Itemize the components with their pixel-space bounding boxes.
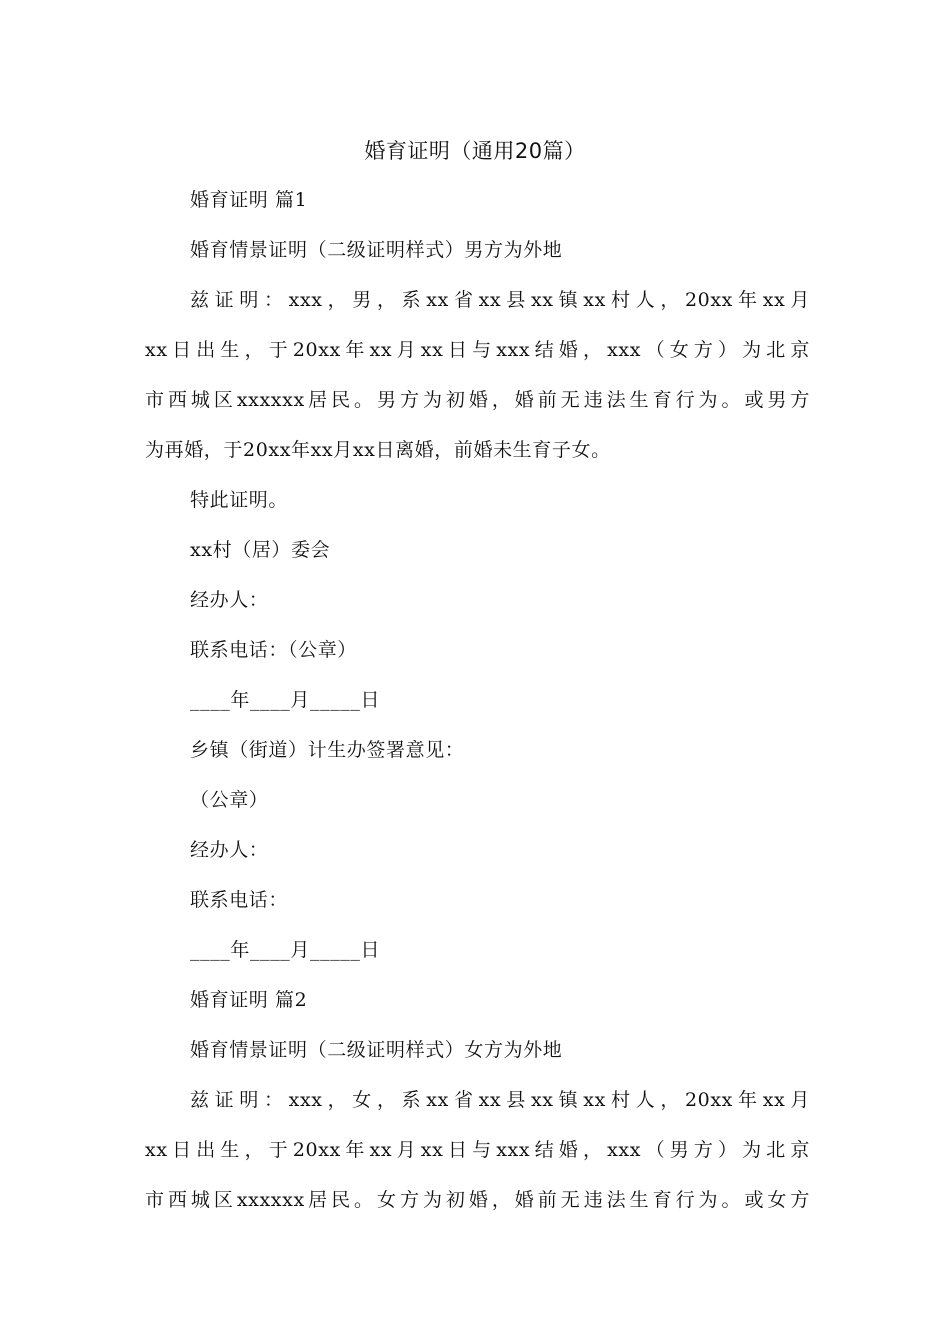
date-blank: ____年____月_____日 — [190, 939, 381, 961]
document-title: 婚育证明（通用20篇） — [364, 139, 586, 163]
paragraph-line: xx日出生，于20xx年xx月xx日与xxx结婚，xxx（男方）为北京 — [145, 1139, 810, 1161]
contact-phone: 联系电话： — [190, 889, 289, 911]
township-opinion: 乡镇（街道）计生办签署意见： — [190, 739, 465, 761]
seal-label: （公章） — [190, 789, 269, 811]
paragraph-line: 兹证明：xxx，男，系xx省xx县xx镇xx村人，20xx年xx月 — [190, 289, 810, 311]
contact-phone-seal: 联系电话：（公章） — [190, 639, 357, 661]
paragraph-line: 兹证明：xxx，女，系xx省xx县xx镇xx村人，20xx年xx月 — [190, 1089, 810, 1111]
certificate-subtitle-2: 婚育情景证明（二级证明样式）女方为外地 — [190, 1039, 563, 1061]
paragraph-line: xx日出生，于20xx年xx月xx日与xxx结婚，xxx（女方）为北京 — [145, 339, 810, 361]
section-heading-1: 婚育证明 篇1 — [190, 189, 308, 211]
certify-statement: 特此证明。 — [190, 489, 289, 511]
date-blank: ____年____月_____日 — [190, 689, 381, 711]
section-heading-2: 婚育证明 篇2 — [190, 989, 308, 1011]
village-committee: xx村（居）委会 — [190, 539, 331, 561]
handler-label: 经办人： — [190, 589, 269, 611]
handler-label: 经办人： — [190, 839, 269, 861]
paragraph-line: 为再婚，于20xx年xx月xx日离婚，前婚未生育子女。 — [145, 439, 611, 461]
certificate-subtitle-1: 婚育情景证明（二级证明样式）男方为外地 — [190, 239, 563, 261]
paragraph-line: 市西城区xxxxxx居民。男方为初婚，婚前无违法生育行为。或男方 — [145, 389, 810, 411]
paragraph-line: 市西城区xxxxxx居民。女方为初婚，婚前无违法生育行为。或女方 — [145, 1189, 810, 1211]
